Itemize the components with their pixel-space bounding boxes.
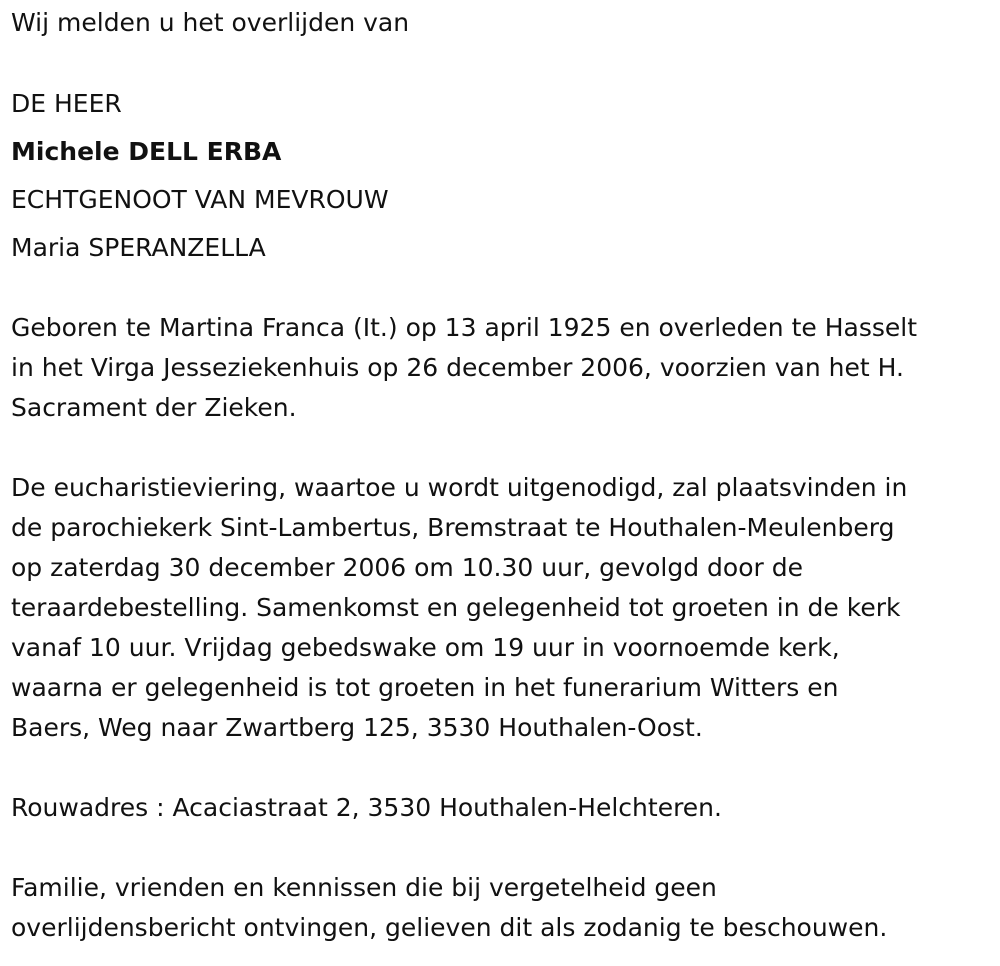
title-line: DE HEER	[11, 89, 122, 118]
obituary-notice	[11, 0, 991, 948]
birth-death-paragraph	[11, 308, 991, 428]
paragraph-line: vanaf 10 uur. Vrijdag gebedswake om 19 uur in voornoemde kerk,	[11, 633, 840, 662]
paragraph-line: Geboren te Martina Franca (It.) op 13 april 1925 en overleden te Hasselt	[11, 313, 918, 342]
relation-line: ECHTGENOOT VAN MEVROUW	[11, 185, 389, 214]
paragraph-line: waarna er gelegenheid is tot groeten in het funerarium Witters en	[11, 673, 839, 702]
paragraph-line: Baers, Weg naar Zwartberg 125, 3530 Houthalen-Oost.	[11, 713, 703, 742]
paragraph-line: in het Virga Jesseziekenhuis op 26 december 2006, voorzien van het H.	[11, 353, 904, 382]
paragraph-line: overlijdensbericht ontvingen, gelieven dit als zodanig te beschouwen.	[11, 913, 888, 942]
mourning-address-paragraph	[11, 788, 991, 828]
name-block	[11, 80, 991, 272]
paragraph-line: De eucharistieviering, waartoe u wordt uitgenodigd, zal plaatsvinden in	[11, 473, 908, 502]
spouse-name: Maria SPERANZELLA	[11, 233, 266, 262]
paragraph-line: Familie, vrienden en kennissen die bij vergetelheid geen	[11, 873, 717, 902]
paragraph-line: Sacrament der Zieken.	[11, 393, 297, 422]
intro-line: Wij melden u het overlijden van	[11, 8, 410, 37]
ceremony-paragraph	[11, 468, 991, 748]
paragraph-line: teraardebestelling. Samenkomst en gelegenheid tot groeten in de kerk	[11, 593, 901, 622]
mourning-address: Rouwadres : Acaciastraat 2, 3530 Houthalen-Helchteren.	[11, 793, 722, 822]
paragraph-line: op zaterdag 30 december 2006 om 10.30 uur, gevolgd door de	[11, 553, 803, 582]
paragraph-line: de parochiekerk Sint-Lambertus, Bremstraat te Houthalen-Meulenberg	[11, 513, 895, 542]
closing-paragraph	[11, 868, 991, 948]
deceased-name: Michele DELL ERBA	[11, 137, 282, 166]
